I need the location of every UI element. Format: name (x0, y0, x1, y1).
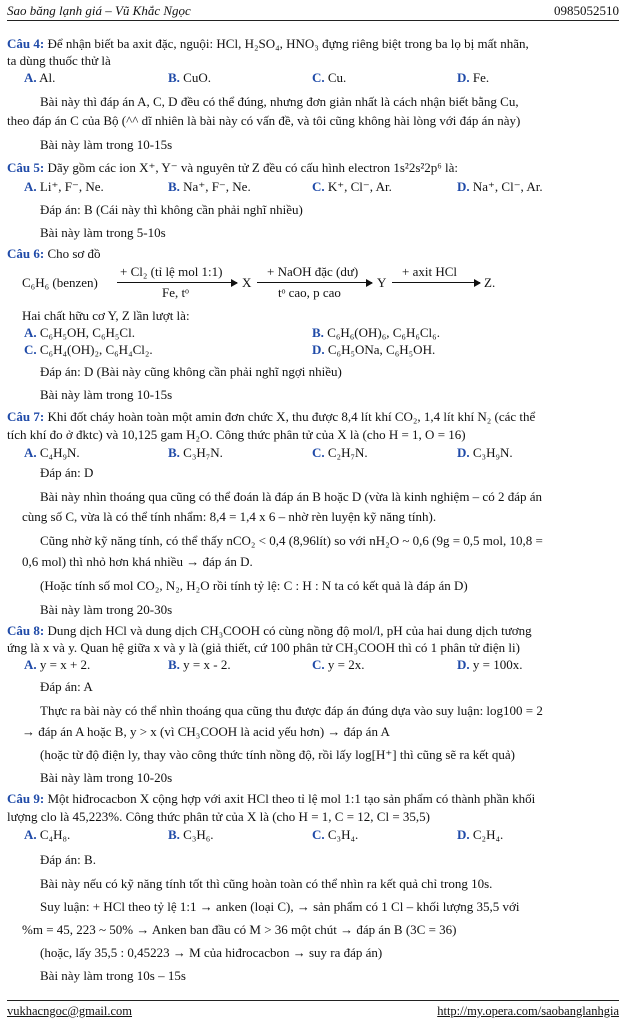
scheme-arrow1-bottom: Fe, tᵒ (162, 285, 189, 300)
q7-option-c: C. C₂H₇N. (312, 445, 368, 460)
q9-number: Câu 9: (7, 791, 45, 806)
q7-stem-line2: tích khí đo ở đktc) và 10,125 gam H₂O. Công thức phân tử của X là (cho H = 1, O = 16) (7, 427, 466, 442)
q6-option-c: C. C₆H₄(OH)₂, C₆H₄Cl₂. (24, 342, 153, 357)
q7-number: Câu 7: (7, 409, 45, 424)
q4-stem-line2: ta dùng thuốc thử là (7, 53, 111, 68)
q8-explanation-line2: → đáp án A hoặc B, y > x (vì CH₃COOH là acid yếu hơn) → đáp án A (22, 724, 390, 739)
q4-option-d: D. Fe. (457, 70, 490, 85)
q7-explanation-line1: Bài này nhìn thoáng qua cũng có thể đoán là đáp án B hoặc D (vừa là kinh nghiệm – có 2 đáp án (40, 489, 542, 504)
scheme-start: C₆H₆ (benzen) (22, 275, 98, 290)
q7-option-b: B. C₃H₇N. (168, 445, 223, 460)
q9-time: Bài này làm trong 10s – 15s (40, 968, 186, 983)
scheme-x: X (242, 275, 252, 290)
footer-url[interactable]: http://my.opera.com/saobanglanhgia (437, 1004, 619, 1018)
q9-option-d: D. C₂H₄. (457, 827, 504, 842)
q9-explanation-line4: (hoặc, lấy 35,5 : 0,45223 → M của hiđrocacbon → suy ra đáp án) (40, 945, 383, 960)
q7-explanation-line5: (Hoặc tính số mol CO₂, N₂, H₂O rồi tính tỷ lệ: C : H : N ta có kết quả là đáp án D) (40, 578, 468, 593)
scheme-arrow2-top: + NaOH đặc (dư) (267, 264, 359, 279)
q6-answer: Đáp án: D (Bài này cũng không cần phải nghĩ ngợi nhiều) (40, 364, 342, 379)
scheme-arrow3-top: + axit HCl (402, 264, 457, 279)
q8-answer: Đáp án: A (40, 679, 93, 694)
q5-option-d: D. Na⁺, Cl⁻, Ar. (457, 179, 543, 194)
q8-option-d: D. y = 100x. (457, 657, 523, 672)
header-title: Sao băng lạnh giá – Vũ Khắc Ngọc (7, 3, 191, 18)
q8-option-a: A. y = x + 2. (24, 657, 91, 672)
footer-email[interactable]: vukhacngoc@gmail.com (7, 1004, 133, 1018)
header-phone: 0985052510 (554, 3, 619, 18)
q4-time: Bài này làm trong 10-15s (40, 137, 173, 152)
q6-time: Bài này làm trong 10-15s (40, 387, 173, 402)
q5-option-a: A. Li⁺, F⁻, Ne. (24, 179, 104, 194)
q7-explanation-line3: Cũng nhờ kỹ năng tính, có thể thấy nCO₂ < 0,4 (8,96lít) so với nH₂O ~ 0,6 (9g = 0,5 mol, 10,8 = (40, 533, 543, 548)
scheme-arrow2 (257, 282, 372, 283)
q4-option-c: C. Cu. (312, 70, 347, 85)
q6-number: Câu 6: (7, 246, 45, 261)
q8-stem-line1: Câu 8: Dung dịch HCl và dung dịch CH₃COOH có cùng nồng độ mol/l, pH của hai dung dịch tương (7, 623, 532, 638)
q9-stem-line2: lượng clo là 45,223%. Công thức phân tử của X là (cho H = 1, C = 12, Cl = 35,5) (7, 809, 430, 824)
q9-option-c: C. C₃H₄. (312, 827, 359, 842)
q4-explanation-line2: theo đáp án C của Bộ (^^ dĩ nhiên là bài này có vấn đề, và tôi cũng không hài lòng với đáp án này) (7, 113, 521, 128)
q6-option-b: B. C₆H₆(OH)₆, C₆H₆Cl₆. (312, 325, 440, 340)
q6-question: Hai chất hữu cơ Y, Z lần lượt là: (22, 308, 190, 323)
scheme-arrow3 (392, 282, 480, 283)
q4-number: Câu 4: (7, 36, 45, 51)
q8-explanation-line1: Thực ra bài này có thể nhìn thoáng qua cũng thu được đáp án đúng dựa vào suy luận: log100 = 2 (40, 703, 543, 718)
q6-stem: Câu 6: Cho sơ đồ (7, 246, 101, 261)
q9-answer: Đáp án: B. (40, 852, 96, 867)
q8-explanation-line3: (hoặc từ độ điện ly, thay vào công thức tính nồng độ, rồi lấy log[H⁺] thì cũng sẽ ra kết quả) (40, 747, 515, 762)
q8-time: Bài này làm trong 10-20s (40, 770, 173, 785)
page-header (7, 3, 619, 21)
q8-number: Câu 8: (7, 623, 45, 638)
q5-time: Bài này làm trong 5-10s (40, 225, 166, 240)
q9-explanation-line3: %m = 45, 223 ~ 50% → Anken ban đầu có M > 36 một chút → đáp án B (3C = 36) (22, 922, 457, 937)
page-footer (7, 1000, 619, 1021)
q7-explanation-line4: 0,6 mol) thì nhỏ hơn khá nhiều → đáp án D. (22, 554, 253, 569)
q6-option-d: D. C₆H₅ONa, C₆H₅OH. (312, 342, 436, 357)
scheme-arrow2-bottom: tᵒ cao, p cao (278, 285, 341, 300)
q7-stem-line1: Câu 7: Khi đốt cháy hoàn toàn một amin đơn chức X, thu được 8,4 lít khí CO₂, 1,4 lít khí N₂ (các thể (7, 409, 536, 424)
scheme-y: Y (377, 275, 387, 290)
q5-option-b: B. Na⁺, F⁻, Ne. (168, 179, 251, 194)
q7-option-d: D. C₃H₉N. (457, 445, 513, 460)
q4-explanation-line1: Bài này thì đáp án A, C, D đều có thể đúng, nhưng đơn giản nhất là cách nhận biết bằng Cu, (40, 94, 519, 109)
q9-explanation-line2: Suy luận: + HCl theo tỷ lệ 1:1 → anken (loại C), → sản phẩm có 1 Cl – khối lượng 35,5 với (40, 899, 520, 914)
q5-answer: Đáp án: B (Cái này thì không cần phải nghĩ nhiều) (40, 202, 303, 217)
q9-option-b: B. C₃H₆. (168, 827, 214, 842)
q7-explanation-line2: cùng số C, vừa là có thể tính nhẩm: 8,4 = 1,4 x 6 – nhờ rèn luyện kỹ năng tính). (22, 509, 437, 524)
q4-option-a: A. Al. (24, 70, 56, 85)
scheme-arrow1-top: + Cl₂ (tỉ lệ mol 1:1) (120, 264, 223, 279)
q7-time: Bài này làm trong 20-30s (40, 602, 173, 617)
q7-option-a: A. C₄H₉N. (24, 445, 80, 460)
q5-number: Câu 5: (7, 160, 45, 175)
q5-option-c: C. K⁺, Cl⁻, Ar. (312, 179, 392, 194)
scheme-arrow1 (117, 282, 237, 283)
q9-stem-line1: Câu 9: Một hiđrocacbon X cộng hợp với axit HCl theo tỉ lệ mol 1:1 tạo sản phẩm có thành phần khối (7, 791, 536, 806)
q8-option-b: B. y = x - 2. (168, 657, 231, 672)
q4-stem-line1: Câu 4: Để nhận biết ba axit đặc, nguội: HCl, H₂SO₄, HNO₃ đựng riêng biệt trong ba lọ bị mất nhãn, (7, 36, 529, 51)
q7-answer: Đáp án: D (40, 465, 94, 480)
q5-stem: Câu 5: Dãy gồm các ion X⁺, Y⁻ và nguyên tử Z đều có cấu hình electron 1s²2s²2p⁶ là: (7, 160, 459, 175)
q6-reaction-scheme (22, 264, 502, 306)
scheme-z: Z. (484, 275, 496, 290)
q9-explanation-line1: Bài này nếu có kỹ năng tính tốt thì cũng hoàn toàn có thể nhìn ra kết quả chỉ trong 10s. (40, 876, 493, 891)
q8-option-c: C. y = 2x. (312, 657, 365, 672)
q6-option-a: A. C₆H₅OH, C₆H₅Cl. (24, 325, 135, 340)
q9-option-a: A. C₄H₈. (24, 827, 71, 842)
q4-option-b: B. CuO. (168, 70, 211, 85)
q8-stem-line2: ứng là x và y. Quan hệ giữa x và y là (giả thiết, cứ 100 phân tử CH₃COOH thì có 1 phân tử điện li) (7, 640, 520, 655)
